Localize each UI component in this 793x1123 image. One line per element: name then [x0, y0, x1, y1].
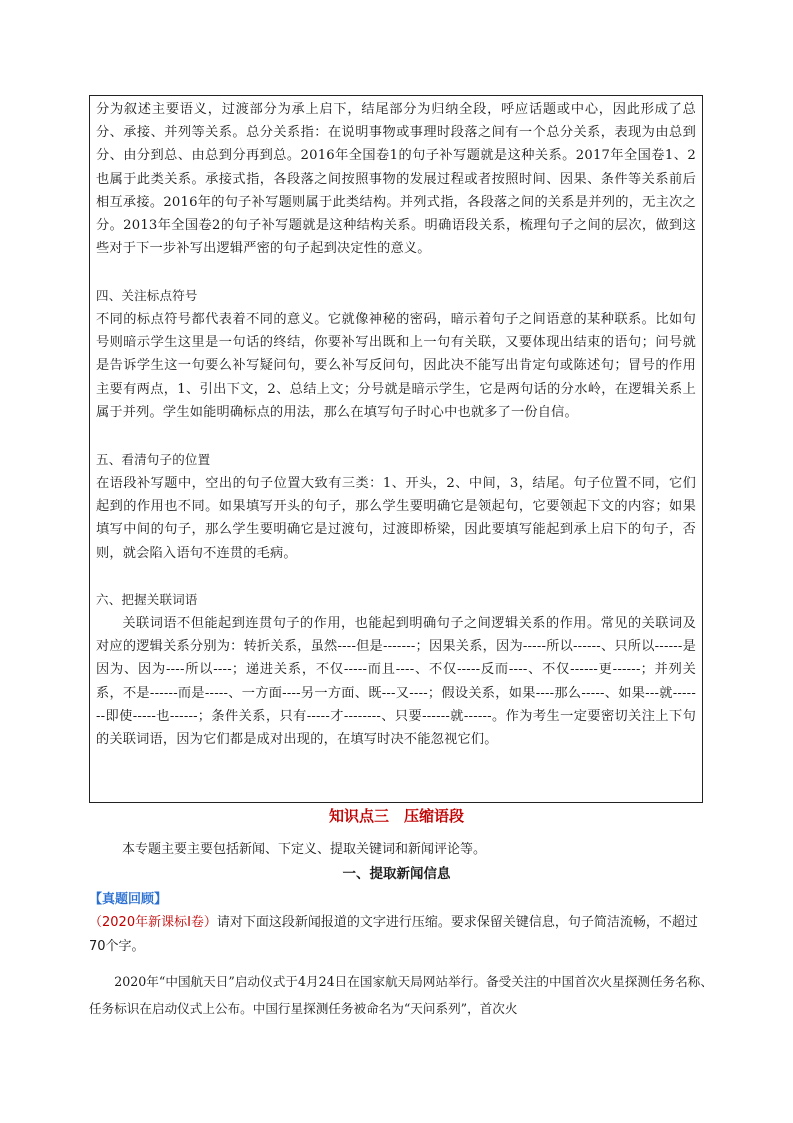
- paragraph-relations: 分为叙述主要语义，过渡部分为承上启下，结尾部分为归纳全段，呼应话题或中心，因此形成了总分、承接、并列等关系。总分关系指：在说明事物或事理时段落之间有一个总分关系，表现为由总到分、由分到总、由总到分再到总。2016年全国卷1的句子补写题就是这种关系。2017年全国卷1、2也属于此类关系。承接式指，各段落之间按照事物的发展过程或者按照时间、因果、条件等关系前后相互承接。2016年的句子补写题则属于此类结构。并列式指，各段落之间的关系是并列的，无主次之分。2013年全国卷2的句子补写题就是这种结构关系。明确语段关系，梳理句子之间的层次，做到这些对于下一步补写出逻辑严密的句子起到决定性的意义。: [96, 102, 696, 257]
- content-box: [89, 95, 703, 803]
- paragraph-punctuation: 不同的标点符号都代表着不同的意义。它就像神秘的密码，暗示着句子之间语意的某种联系。比如句号则暗示学生这里是一句话的终结，你要补写出既和上一句有关联，又要体现出结束的语句；问号就是告诉学生这一句要么补写疑问句，要么补写反问句，因此决不能写出肯定句或陈述句；冒号的作用主要有两点，1、引出下文，2、总结上文；分号就是暗示学生，它是两句话的分水岭，在逻辑关系上属于并列。学生如能明确标点的用法，那么在填写句子时心中也就多了一份自信。: [96, 312, 696, 420]
- section-title: 一、提取新闻信息: [342, 866, 451, 882]
- question-source: （2020年新课标Ⅰ卷）: [89, 915, 217, 930]
- heading-punctuation: 四、关注标点符号: [96, 288, 198, 303]
- heading-position: 五、看清句子的位置: [96, 452, 211, 467]
- news-passage: 2020年“中国航天日”启动仪式于4月24日在国家航天局网站举行。备受关注的中国首次火星探测任务名称、任务标识在启动仪式上公布。中国行星探测任务被命名为“天问系列”，首次火: [89, 974, 713, 1016]
- intro-text: 本专题主要主要包括新闻、下定义、提取关键词和新闻评论等。: [122, 842, 487, 857]
- paragraph-conjunctions: 关联词语不但能起到连贯句子的作用，也能起到明确句子之间逻辑关系的作用。常见的关联词及对应的逻辑关系分别为：转折关系，虽然----但是-------；因果关系，因为-----所以------、只所以------是因为、因为----所以----；递进关系，不仅-----而且----、不仅-----反而----、不仅------更------；并列关系，不是------而是-----、一方面----另一方面、既---又----；假设关系，如果----那么-----、如果---就-------即使-----也------；条件关系，只有-----才--------、只要------就------。作为考生一定要密切关注上下句的关联词语，因为它们都是成对出现的，在填写时决不能忽视它们。: [96, 616, 696, 748]
- review-tag: 【真题回顾】: [89, 892, 168, 907]
- knowledge-point-title: 知识点三 压缩语段: [328, 807, 464, 825]
- question: [89, 911, 709, 959]
- heading-conjunctions: 六、把握关联词语: [96, 592, 198, 607]
- question-text: 请对下面这段新闻报道的文字进行压缩。要求保留关键信息，句子简洁流畅，不超过70个字。: [89, 915, 698, 954]
- paragraph-position: 在语段补写题中，空出的句子位置大致有三类：1、开头，2、中间，3，结尾。句子位置不同，它们起到的作用也不同。如果填写开头的句子，那么学生要明确它是领起句，它要领起下文的内容；如果填写中间的句子，那么学生要明确它是过渡句，过渡即桥梁，因此要填写能起到承上启下的句子，否则，就会陷入语句不连贯的毛病。: [96, 476, 696, 561]
